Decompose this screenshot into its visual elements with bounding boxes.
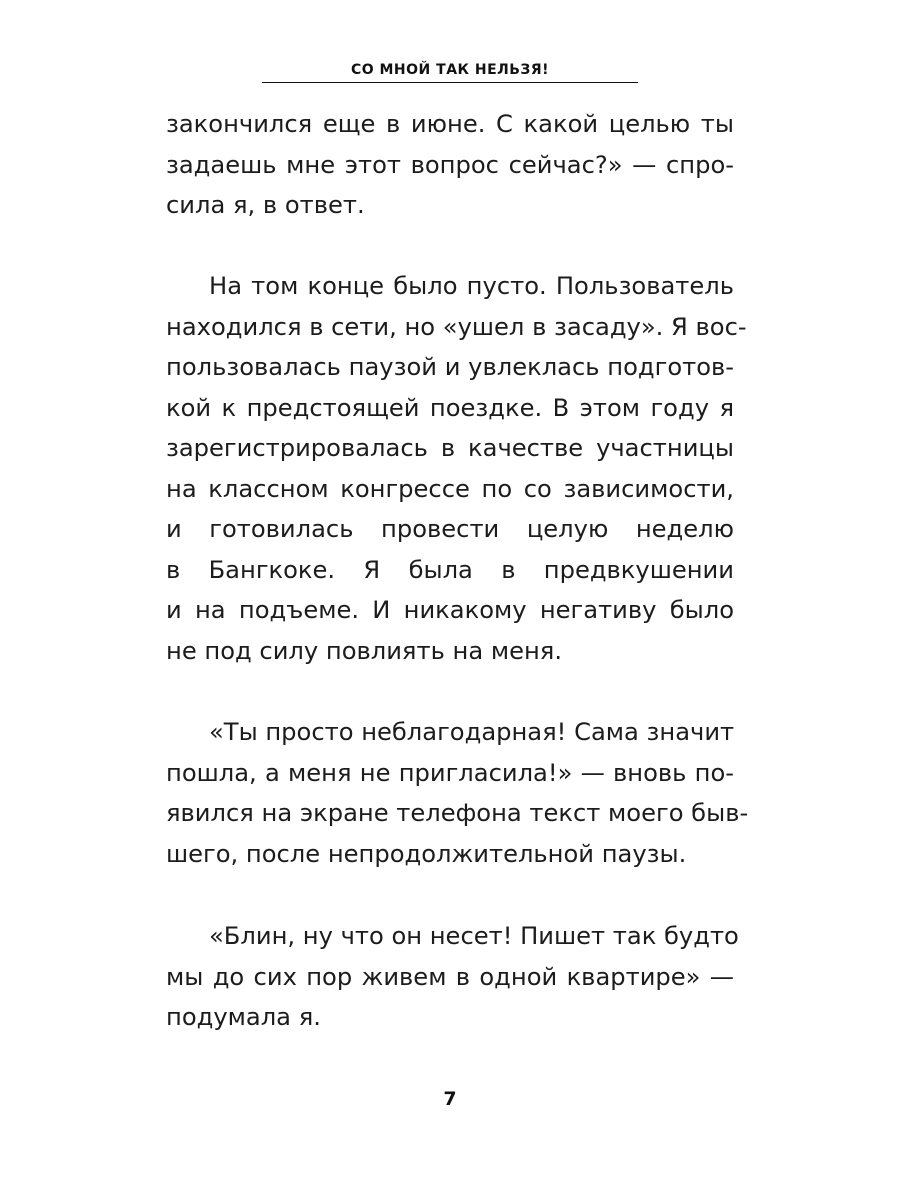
paragraph-1 — [166, 104, 734, 226]
text-line: находился в сети, но «ушел в засаду». Я вос- — [166, 312, 747, 341]
header-rule — [262, 82, 638, 83]
text-line: не под силу повлиять на меня. — [166, 636, 563, 665]
paragraph-2 — [166, 266, 747, 671]
text-line: «Ты просто неблагодарная! Сама значит — [209, 718, 735, 746]
text-line: мы до сих пор живем в одной квартире» — — [166, 962, 734, 991]
text-line: «Блин, ну что он несет! Пишет так будто — [209, 922, 739, 950]
text-line: задаешь мне этот вопрос сейчас?» — спро- — [166, 150, 734, 179]
paragraph-3 — [166, 712, 749, 874]
text-line: зарегистрировалась в качестве участницы — [166, 434, 734, 462]
paragraph-4 — [166, 916, 739, 1038]
text-line: сила я, в ответ. — [166, 191, 365, 219]
page-number: 7 — [443, 1088, 457, 1110]
text-line: явился на экране телефона текст моего быв- — [166, 799, 749, 827]
text-line: и готовилась провести целую неделю — [166, 515, 734, 543]
text-line: пошла, а меня не пригласила!» — вновь по- — [166, 758, 734, 787]
text-line: и на подъеме. И никакому негативу было — [166, 596, 734, 624]
text-line: в Бангкоке. Я была в предвкушении — [166, 555, 734, 584]
text-line: На том конце было пусто. Пользователь — [209, 272, 734, 300]
text-line: пользовалась паузой и увлеклась подготов- — [166, 353, 734, 381]
text-line: шего, после непродолжительной паузы. — [166, 839, 687, 868]
text-line: на классном конгрессе по со зависимости, — [166, 474, 734, 503]
text-line: подумала я. — [166, 1003, 321, 1031]
running-header-title: СО МНОЙ ТАК НЕЛЬЗЯ! — [350, 62, 550, 78]
text-line: кой к предстоящей поездке. В этом году я — [166, 393, 734, 422]
text-line: закончился еще в июне. С какой целью ты — [166, 110, 734, 138]
